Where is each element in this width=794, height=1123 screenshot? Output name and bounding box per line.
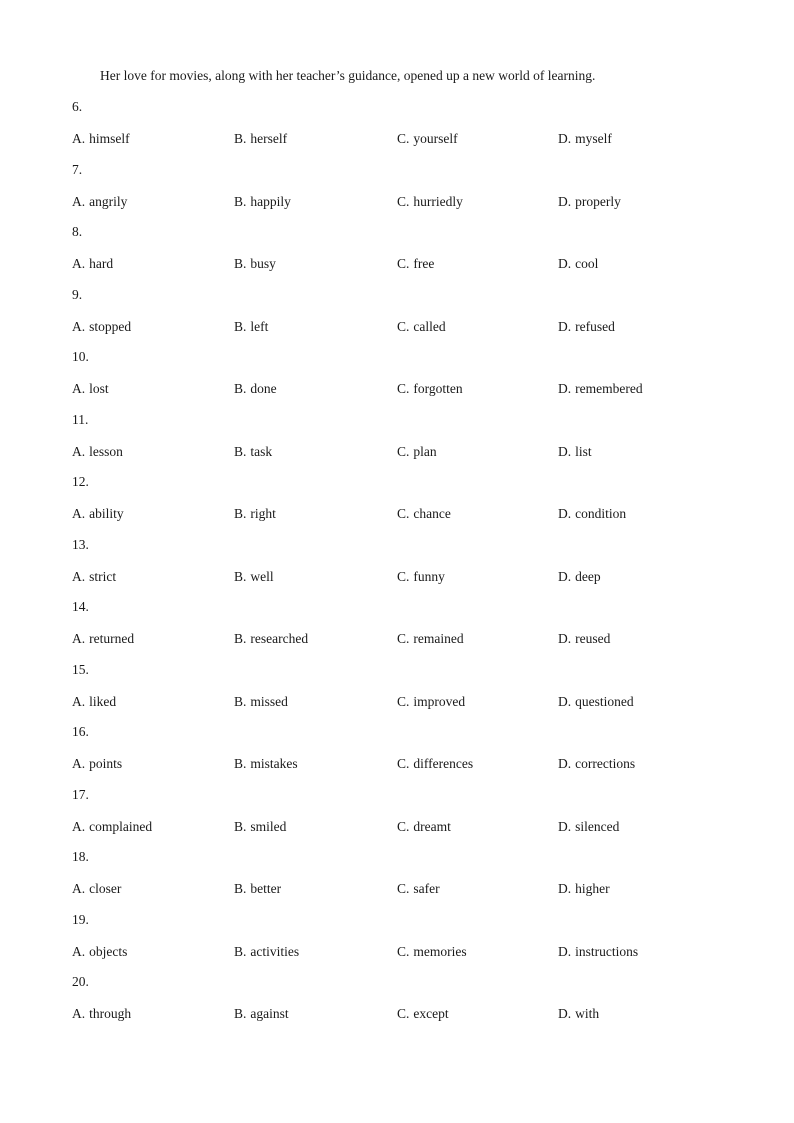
option-letter: A. — [72, 256, 86, 271]
option-text: hurriedly — [413, 193, 463, 209]
option-text: remained — [413, 631, 464, 646]
option-text: herself — [250, 131, 288, 146]
option-letter: C. — [397, 381, 410, 396]
option-choice[interactable] — [397, 1005, 449, 1023]
option-choice[interactable] — [558, 693, 634, 711]
question-number: 13. — [72, 536, 89, 552]
option-choice[interactable] — [234, 318, 268, 336]
option-choice[interactable] — [397, 943, 467, 961]
option-choice[interactable] — [397, 693, 465, 711]
option-letter: B. — [234, 318, 247, 334]
option-letter: D. — [558, 506, 572, 521]
option-choice[interactable] — [234, 568, 274, 586]
option-letter: D. — [558, 693, 572, 709]
option-letter: A. — [72, 193, 86, 209]
option-row — [72, 755, 732, 773]
option-choice[interactable] — [234, 943, 299, 961]
option-choice[interactable] — [558, 130, 612, 148]
option-text: plan — [413, 443, 437, 459]
question-item — [72, 411, 732, 474]
option-row — [72, 1005, 732, 1023]
option-choice[interactable] — [397, 568, 445, 586]
option-letter: C. — [397, 506, 410, 521]
option-row — [72, 130, 732, 148]
question-number: 18. — [72, 849, 89, 864]
option-letter: B. — [234, 631, 247, 646]
option-letter: D. — [558, 568, 572, 584]
option-letter: C. — [397, 631, 410, 646]
option-text: lost — [89, 381, 109, 396]
option-letter: D. — [558, 631, 572, 646]
option-row — [72, 443, 732, 461]
option-text: myself — [575, 131, 612, 146]
option-letter: C. — [397, 693, 410, 709]
question-number: 17. — [72, 786, 89, 802]
option-text: differences — [413, 756, 474, 771]
option-text: better — [250, 881, 282, 896]
question-number: 15. — [72, 661, 89, 677]
question-item — [72, 786, 732, 849]
option-row — [72, 693, 732, 711]
option-choice[interactable] — [558, 568, 601, 586]
option-choice[interactable] — [72, 568, 116, 586]
option-letter: B. — [234, 256, 247, 271]
option-letter: A. — [72, 131, 86, 146]
option-text: questioned — [575, 693, 634, 709]
option-choice[interactable] — [72, 1005, 131, 1023]
option-text: cool — [575, 256, 599, 271]
option-text: points — [89, 756, 123, 771]
option-choice[interactable] — [72, 193, 127, 211]
question-number: 14. — [72, 599, 89, 614]
option-text: smiled — [250, 818, 287, 834]
option-row — [72, 380, 732, 398]
option-text: ability — [89, 506, 124, 521]
option-text: researched — [250, 631, 309, 646]
option-choice[interactable] — [72, 318, 131, 336]
option-text: funny — [413, 568, 445, 584]
question-item — [72, 473, 732, 536]
question-item — [72, 98, 732, 161]
question-number: 6. — [72, 99, 83, 114]
option-text: corrections — [575, 756, 636, 771]
option-text: refused — [575, 318, 615, 334]
option-letter: D. — [558, 756, 572, 771]
option-text: except — [413, 1006, 449, 1021]
option-text: safer — [413, 881, 440, 896]
option-choice[interactable] — [72, 943, 127, 961]
intro-sentence: Her love for movies, along with her teacher’s guidance, opened up a new world of learning. — [100, 68, 596, 83]
question-item — [72, 598, 732, 661]
question-number: 7. — [72, 161, 83, 177]
question-number: 12. — [72, 474, 89, 489]
option-choice[interactable] — [397, 193, 463, 211]
option-choice[interactable] — [558, 193, 621, 211]
option-choice[interactable] — [72, 255, 113, 273]
option-letter: C. — [397, 756, 410, 771]
option-row — [72, 630, 732, 648]
option-letter: B. — [234, 881, 247, 896]
option-letter: A. — [72, 1006, 86, 1021]
question-number: 19. — [72, 911, 89, 927]
option-letter: D. — [558, 193, 572, 209]
option-letter: C. — [397, 131, 410, 146]
question-list — [72, 98, 732, 1036]
option-choice[interactable] — [558, 1005, 599, 1023]
option-choice[interactable] — [558, 255, 598, 273]
option-text: lesson — [89, 443, 123, 459]
option-letter: D. — [558, 443, 572, 459]
option-choice[interactable] — [234, 130, 287, 148]
option-letter: D. — [558, 256, 572, 271]
option-text: against — [250, 1006, 289, 1021]
option-choice[interactable] — [234, 193, 291, 211]
option-choice[interactable] — [397, 443, 437, 461]
option-text: well — [250, 568, 274, 584]
option-letter: C. — [397, 443, 410, 459]
option-choice[interactable] — [558, 318, 615, 336]
option-row — [72, 943, 732, 961]
option-choice[interactable] — [397, 505, 451, 523]
option-text: busy — [250, 256, 276, 271]
question-item — [72, 286, 732, 349]
option-row — [72, 818, 732, 836]
option-choice[interactable] — [234, 255, 276, 273]
option-text: memories — [413, 943, 467, 959]
option-letter: A. — [72, 943, 86, 959]
option-choice[interactable] — [234, 755, 298, 773]
option-text: called — [413, 318, 446, 334]
option-text: strict — [89, 568, 117, 584]
option-text: stopped — [89, 318, 132, 334]
option-choice[interactable] — [72, 630, 134, 648]
option-letter: C. — [397, 256, 410, 271]
option-choice[interactable] — [558, 755, 635, 773]
option-choice[interactable] — [397, 380, 463, 398]
option-choice[interactable] — [558, 943, 638, 961]
option-letter: A. — [72, 443, 86, 459]
option-text: hard — [89, 256, 114, 271]
option-choice[interactable] — [558, 380, 643, 398]
option-text: activities — [250, 943, 300, 959]
option-choice[interactable] — [234, 505, 276, 523]
option-letter: B. — [234, 693, 247, 709]
question-item — [72, 848, 732, 911]
option-text: instructions — [575, 943, 639, 959]
option-choice[interactable] — [397, 880, 440, 898]
option-letter: A. — [72, 693, 86, 709]
option-letter: B. — [234, 381, 247, 396]
option-choice[interactable] — [397, 318, 446, 336]
option-text: through — [89, 1006, 132, 1021]
option-letter: C. — [397, 943, 410, 959]
option-choice[interactable] — [72, 380, 109, 398]
option-choice[interactable] — [72, 880, 121, 898]
option-letter: C. — [397, 818, 410, 834]
option-row — [72, 193, 732, 211]
option-letter: D. — [558, 943, 572, 959]
option-letter: C. — [397, 193, 410, 209]
question-item — [72, 223, 732, 286]
option-text: closer — [89, 881, 122, 896]
option-letter: A. — [72, 631, 86, 646]
option-letter: B. — [234, 193, 247, 209]
option-text: yourself — [413, 131, 458, 146]
option-text: properly — [575, 193, 621, 209]
option-choice[interactable] — [72, 443, 123, 461]
option-text: mistakes — [250, 756, 298, 771]
option-letter: A. — [72, 881, 86, 896]
option-letter: B. — [234, 1006, 247, 1021]
question-item — [72, 723, 732, 786]
option-letter: C. — [397, 1006, 410, 1021]
option-text: free — [413, 256, 435, 271]
option-choice[interactable] — [397, 755, 473, 773]
option-choice[interactable] — [397, 130, 458, 148]
question-item — [72, 973, 732, 1036]
option-text: left — [250, 318, 269, 334]
question-item — [72, 348, 732, 411]
option-choice[interactable] — [397, 630, 464, 648]
option-choice[interactable] — [72, 130, 130, 148]
option-text: with — [575, 1006, 600, 1021]
option-text: list — [575, 443, 592, 459]
option-text: himself — [89, 131, 130, 146]
option-text: right — [250, 506, 276, 521]
option-letter: B. — [234, 568, 247, 584]
option-letter: D. — [558, 881, 572, 896]
option-choice[interactable] — [558, 880, 610, 898]
option-choice[interactable] — [558, 443, 592, 461]
option-text: dreamt — [413, 818, 451, 834]
option-letter: A. — [72, 318, 86, 334]
option-letter: D. — [558, 381, 572, 396]
question-item — [72, 911, 732, 974]
option-text: deep — [575, 568, 601, 584]
option-choice[interactable] — [234, 693, 288, 711]
option-text: forgotten — [413, 381, 463, 396]
option-row — [72, 568, 732, 586]
option-choice[interactable] — [397, 255, 434, 273]
option-text: returned — [89, 631, 135, 646]
option-choice[interactable] — [558, 818, 619, 836]
option-letter: C. — [397, 568, 410, 584]
option-choice[interactable] — [72, 755, 122, 773]
option-letter: B. — [234, 943, 247, 959]
option-text: higher — [575, 881, 610, 896]
question-number: 10. — [72, 349, 89, 364]
question-item — [72, 661, 732, 724]
option-letter: B. — [234, 506, 247, 521]
option-letter: A. — [72, 568, 86, 584]
option-letter: A. — [72, 756, 86, 771]
question-item — [72, 536, 732, 599]
option-choice[interactable] — [558, 630, 610, 648]
question-item — [72, 161, 732, 224]
option-text: missed — [250, 693, 288, 709]
option-row — [72, 318, 732, 336]
question-number: 16. — [72, 724, 89, 739]
option-row — [72, 880, 732, 898]
option-text: complained — [89, 818, 153, 834]
option-choice[interactable] — [234, 818, 286, 836]
option-choice[interactable] — [234, 630, 308, 648]
option-letter: D. — [558, 818, 572, 834]
option-choice[interactable] — [234, 380, 277, 398]
option-text: objects — [89, 943, 128, 959]
option-text: condition — [575, 506, 627, 521]
option-letter: A. — [72, 506, 86, 521]
option-letter: C. — [397, 881, 410, 896]
question-number: 8. — [72, 224, 83, 239]
option-letter: B. — [234, 756, 247, 771]
option-text: liked — [89, 693, 117, 709]
option-row — [72, 255, 732, 273]
option-text: task — [250, 443, 273, 459]
option-text: silenced — [575, 818, 620, 834]
option-text: reused — [575, 631, 611, 646]
option-choice[interactable] — [72, 505, 124, 523]
option-text: happily — [250, 193, 291, 209]
option-letter: B. — [234, 131, 247, 146]
option-choice[interactable] — [234, 880, 281, 898]
option-letter: A. — [72, 381, 86, 396]
option-letter: D. — [558, 1006, 572, 1021]
option-choice[interactable] — [72, 693, 116, 711]
option-letter: B. — [234, 818, 247, 834]
option-text: chance — [413, 506, 451, 521]
option-letter: D. — [558, 131, 572, 146]
option-letter: A. — [72, 818, 86, 834]
option-letter: C. — [397, 318, 410, 334]
option-choice[interactable] — [397, 818, 451, 836]
question-number: 11. — [72, 411, 89, 427]
option-choice[interactable] — [72, 818, 152, 836]
option-choice[interactable] — [234, 443, 272, 461]
option-letter: D. — [558, 318, 572, 334]
option-text: done — [250, 381, 277, 396]
question-number: 20. — [72, 974, 89, 989]
question-number: 9. — [72, 286, 83, 302]
option-choice[interactable] — [558, 505, 626, 523]
option-text: remembered — [575, 381, 643, 396]
option-row — [72, 505, 732, 523]
option-text: angrily — [89, 193, 128, 209]
option-choice[interactable] — [234, 1005, 289, 1023]
option-text: improved — [413, 693, 466, 709]
option-letter: B. — [234, 443, 247, 459]
